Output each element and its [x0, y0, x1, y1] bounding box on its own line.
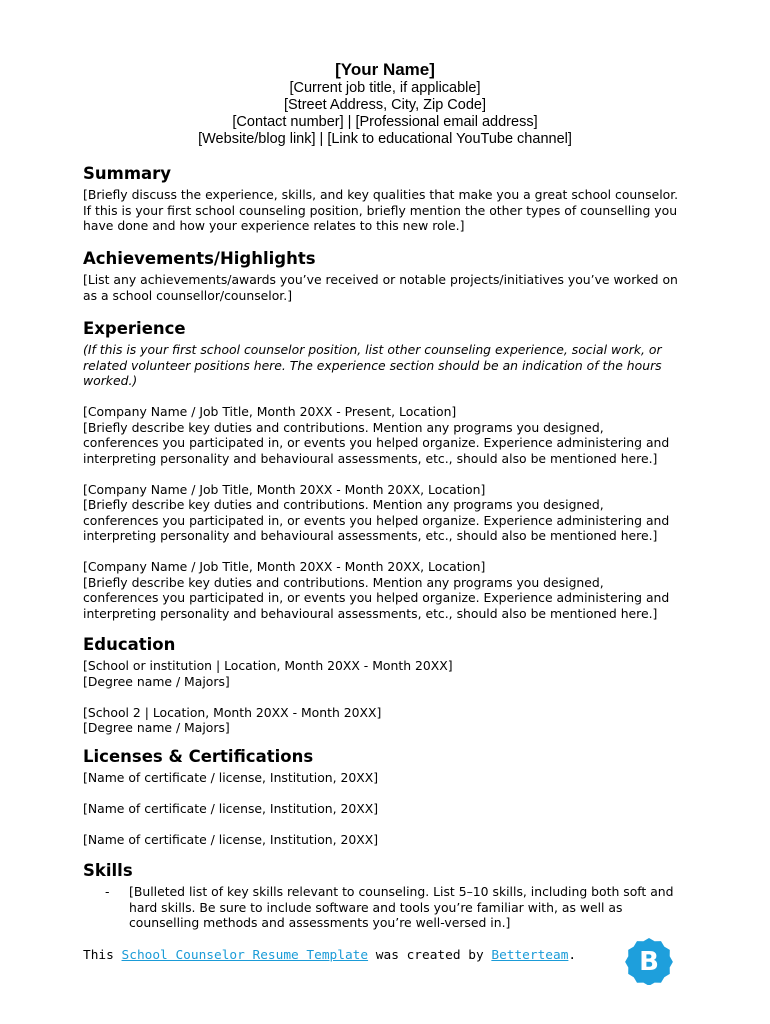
job-title: [Company Name / Job Title, Month 20XX - Present, Location]: [83, 404, 457, 419]
summary-line: If this is your first school counseling position, briefly mention the other types of counselling you: [83, 202, 678, 218]
achievements-heading: Achievements/Highlights: [83, 249, 316, 268]
license-item: [Name of certificate / license, Institution, 20XX]: [83, 770, 379, 785]
licenses-heading: Licenses & Certifications: [83, 747, 314, 766]
betterteam-logo-icon[interactable]: [625, 937, 673, 985]
footer-prefix: This: [83, 948, 122, 963]
achievements-line: as a school counsellor/counselor.]: [83, 287, 293, 303]
resume-header: [0, 60, 770, 148]
skills-heading: Skills: [83, 861, 133, 880]
experience-section: [83, 320, 683, 621]
svg-text:B: B: [639, 947, 659, 977]
job-description-line: [Briefly describe key duties and contributions. Mention any programs you designed,: [83, 574, 604, 590]
job-description-line: conferences you participated in, or events you helped organize. Experience administering and: [83, 512, 670, 528]
template-link[interactable]: School Counselor Resume Template: [121, 948, 369, 963]
licenses-section: [83, 748, 683, 848]
experience-entry: [83, 404, 683, 466]
skills-line: hard skills. Be sure to include software and tools you’re familiar with, as well as: [129, 899, 623, 915]
achievements-line: [List any achievements/awards you’ve received or notable projects/initiatives you’ve worked on: [83, 272, 678, 287]
education-heading: Education: [83, 635, 176, 654]
betterteam-link[interactable]: Betterteam: [491, 948, 569, 963]
experience-intro-line: (If this is your first school counselor position, list other counseling experience, social work, or: [83, 342, 662, 357]
job-description-line: conferences you participated in, or events you helped organize. Experience administering and: [83, 435, 670, 450]
footer-credit: [83, 948, 576, 963]
job-description-line: interpreting personality and behavioural assessments, etc., should also be mentioned here.]: [83, 450, 658, 466]
license-item: [Name of certificate / license, Institution, 20XX]: [83, 801, 379, 816]
candidate-name: [Your Name]: [335, 60, 435, 79]
summary-line: have done and how your experience relates to this new role.]: [83, 218, 465, 233]
job-description-line: interpreting personality and behavioural assessments, etc., should also be mentioned here.]: [83, 605, 658, 621]
job-description-line: [Briefly describe key duties and contributions. Mention any programs you designed,: [83, 497, 604, 512]
school-line: [School 2 | Location, Month 20XX - Month 20XX]: [83, 704, 382, 720]
bullet-marker: -: [105, 884, 110, 899]
footer-suffix: .: [568, 948, 577, 963]
school-line: [School or institution | Location, Month 20XX - Month 20XX]: [83, 658, 453, 673]
job-title: [Company Name / Job Title, Month 20XX - Month 20XX, Location]: [83, 559, 486, 574]
achievements-section: [83, 250, 683, 303]
footer-middle: was created by: [368, 948, 492, 963]
experience-heading: Experience: [83, 319, 186, 338]
job-description-line: interpreting personality and behavioural assessments, etc., should also be mentioned here.]: [83, 528, 658, 543]
address-line: [Street Address, City, Zip Code]: [283, 97, 486, 113]
links-line: [Website/blog link] | [Link to educational YouTube channel]: [198, 131, 572, 147]
job-title: [Company Name / Job Title, Month 20XX - Month 20XX, Location]: [83, 481, 486, 497]
skills-line: counselling methods and assessments you’re well-versed in.]: [129, 915, 511, 930]
education-section: [83, 636, 683, 736]
contact-line: [Contact number] | [Professional email address]: [232, 114, 538, 130]
license-item: [Name of certificate / license, Institution, 20XX]: [83, 832, 379, 847]
skills-section: [83, 862, 683, 931]
experience-intro-line: worked.): [83, 373, 138, 388]
experience-entry: [83, 559, 683, 621]
job-description-line: [Briefly describe key duties and contributions. Mention any programs you designed,: [83, 419, 604, 435]
experience-intro-line: related volunteer positions here. The experience section should be an indication of the hours: [83, 357, 662, 373]
job-title-line: [Current job title, if applicable]: [289, 80, 481, 96]
summary-section: [83, 165, 683, 234]
degree-line: [Degree name / Majors]: [83, 673, 230, 689]
summary-heading: Summary: [83, 164, 172, 183]
summary-line: [Briefly discuss the experience, skills, and key qualities that make you a great school counselor.: [83, 187, 679, 202]
skills-bullet: [83, 884, 683, 931]
experience-entry: [83, 482, 683, 544]
degree-line: [Degree name / Majors]: [83, 720, 230, 735]
skills-line: [Bulleted list of key skills relevant to counseling. List 5–10 skills, including both soft and: [129, 884, 674, 899]
job-description-line: conferences you participated in, or events you helped organize. Experience administering and: [83, 590, 670, 605]
